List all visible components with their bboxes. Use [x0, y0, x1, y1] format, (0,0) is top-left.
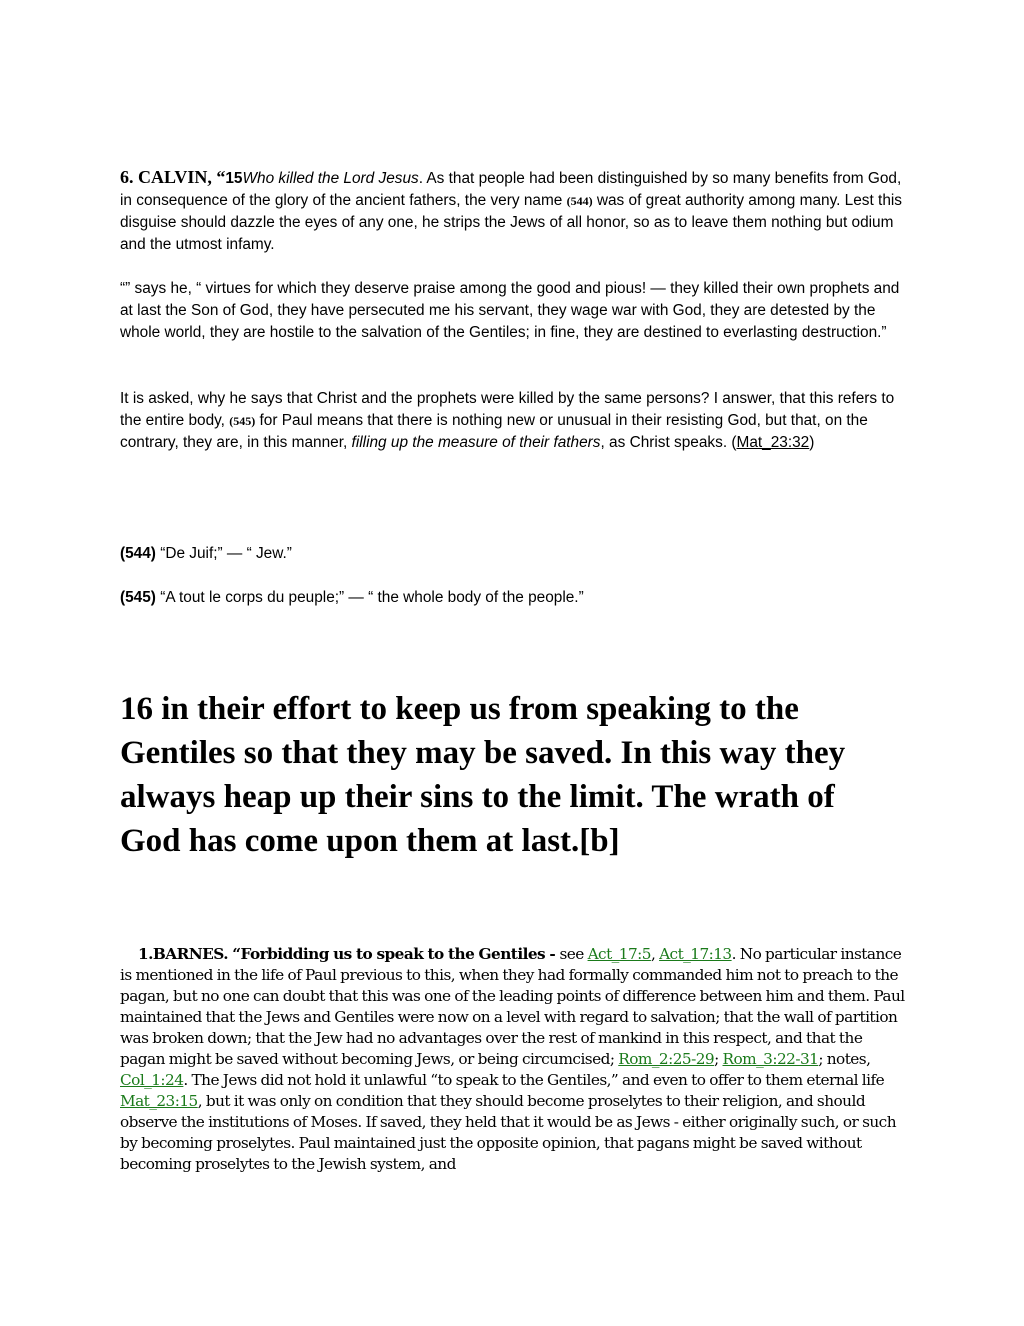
footnote-ref-544[interactable]: (544) [566, 194, 593, 208]
barnes-paragraph: 1.BARNES. “Forbidding us to speak to the Gentiles - see Act_17:5, Act_17:13. No particular instance is mentioned in the life of Paul previous to this, when they had formally commanded him not to preach to the pagan, but no one can doubt that this was one of the leading points of difference between him and them. Paul maintained that the Jews and Gentiles were now on a level with regard to salvation; that the wall of partition was broken down; that the Jew had no advantages over the rest of mankind in this respect, and that the pagan might be saved without becoming Jews, or being circumcised; Rom_2:25-29; Rom_3:22-31; notes, Col_1:24. The Jews did not hold it unlawful “to speak to the Gentiles,” and even to offer to them eternal life Mat_23:15, but it was only on condition that they should become proselytes to their religion, and should observe the institutions of Moses. If saved, they held that it would be as Jews - either originally such, or such by becoming proselytes. Paul maintained just the opposite opinion, that pagans might be saved without becoming proselytes to the Jewish system, and [120, 945, 905, 1173]
calvin-label: 6. CALVIN, “ [120, 167, 226, 187]
calvin-italic-phrase: filling up the measure of their fathers [351, 434, 601, 451]
calvin-paragraph-2: “” says he, “ virtues for which they deserve praise among the good and pious! — they killed their own prophets and at last the Son of God, they have persecuted me his servant, they wage war with God, they are detested by the whole world, they are hostile to the salvation of the Gentiles; in fine, they are destined to everlasting destruction.” [120, 280, 900, 341]
calvin-paragraph-1: 6. CALVIN, “15Who killed the Lord Jesus. As that people had been distinguished by so many benefits from God, in consequence of the glory of the ancient fathers, the very name (544) was of great authority among many. Lest this disguise should dazzle the eyes of any one, he strips the Jews of all honor, so as to leave them nothing but odium and the utmost infamy. [120, 167, 902, 253]
footnote-number: (545) [120, 589, 156, 606]
footnote-number: (544) [120, 545, 156, 562]
scripture-link-mat-23-15[interactable]: Mat_23:15 [120, 1092, 198, 1110]
scripture-link-rom-3-22[interactable]: Rom_3:22-31 [722, 1050, 819, 1068]
calvin-quote: Who killed the Lord Jesus [242, 170, 419, 187]
verse-16-heading: 16 in their effort to keep us from speaking to the Gentiles so that they may be saved. In this way they always heap up their sins to the limit. The wrath of God has come upon them at last.[b] [120, 691, 846, 859]
barnes-label: 1.BARNES. “Forbidding us to speak to the Gentiles - [138, 945, 560, 963]
scripture-link-act-17-13[interactable]: Act_17:13 [659, 945, 732, 963]
scripture-link-rom-2-25[interactable]: Rom_2:25-29 [618, 1050, 715, 1068]
scripture-link-col-1-24[interactable]: Col_1:24 [120, 1071, 184, 1089]
footnote-544: (544) “De Juif;” — “ Jew.” [120, 545, 292, 562]
calvin-paragraph-3: It is asked, why he says that Christ and the prophets were killed by the same persons? I answer, that this refers to the entire body, (545) for Paul means that there is nothing new or unusual in their resisting God, but that, on the contrary, they are, in this manner, filling up the measure of their fathers, as Christ speaks. (Mat_23:32) [120, 390, 895, 451]
scripture-link-act-17-5[interactable]: Act_17:5 [587, 945, 651, 963]
scripture-link-mat-23-32[interactable]: Mat_23:32 [736, 434, 810, 451]
verse-number: 15 [225, 170, 243, 187]
footnote-ref-545[interactable]: (545) [229, 414, 256, 428]
footnote-545: (545) “A tout le corps du peuple;” — “ the whole body of the people.” [120, 589, 584, 606]
